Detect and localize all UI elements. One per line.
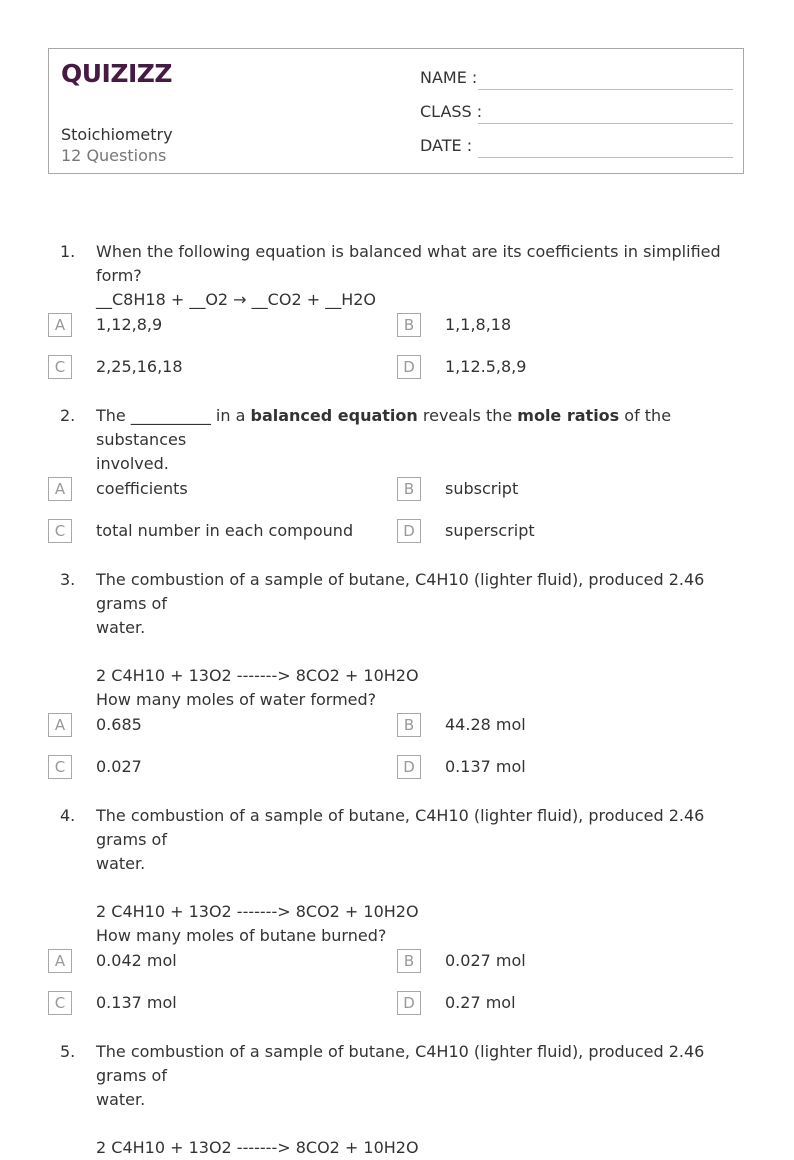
option-text[interactable]: 1,12.5,8,9 bbox=[445, 357, 527, 376]
question-number: 4. bbox=[60, 806, 76, 825]
option-letter-box[interactable]: B bbox=[397, 313, 421, 337]
option-letter-box[interactable]: B bbox=[397, 949, 421, 973]
question-equation: 2 C4H10 + 13O2 -------> 8CO2 + 10H2O bbox=[96, 1138, 419, 1157]
option-text[interactable]: 0.042 mol bbox=[96, 951, 177, 970]
option-text[interactable]: subscript bbox=[445, 479, 519, 498]
question-text bbox=[96, 404, 736, 476]
option-text[interactable]: 0.137 mol bbox=[445, 757, 526, 776]
question-fragment: reveals the bbox=[417, 406, 518, 425]
date-field[interactable] bbox=[478, 157, 733, 158]
date-label: DATE : bbox=[420, 136, 473, 155]
name-label: NAME : bbox=[420, 68, 478, 87]
option-letter-box[interactable]: C bbox=[48, 519, 72, 543]
class-field[interactable] bbox=[478, 123, 733, 124]
class-label: CLASS : bbox=[420, 102, 483, 121]
question-line: When the following equation is balanced what are its coefficients in simplified form? bbox=[96, 242, 721, 285]
option-letter-box[interactable]: D bbox=[397, 355, 421, 379]
option-letter-box[interactable]: D bbox=[397, 519, 421, 543]
spacer bbox=[96, 640, 736, 664]
question-line: How many moles of water formed? bbox=[96, 690, 377, 709]
option-letter-box[interactable]: C bbox=[48, 355, 72, 379]
option-text[interactable]: 2,25,16,18 bbox=[96, 357, 183, 376]
option-text[interactable]: total number in each compound bbox=[96, 521, 354, 540]
worksheet-header bbox=[48, 48, 744, 174]
option-text[interactable]: 0.027 mol bbox=[445, 951, 526, 970]
question-line bbox=[96, 404, 736, 452]
option-letter-box[interactable]: D bbox=[397, 755, 421, 779]
question-fragment: of the substances bbox=[96, 406, 672, 449]
question-line: How many moles of butane burned? bbox=[96, 926, 387, 945]
option-text[interactable]: 0.685 bbox=[96, 715, 142, 734]
question-bold-term: mole ratios bbox=[517, 406, 620, 425]
question-text bbox=[96, 1040, 736, 1160]
question-line: The combustion of a sample of butane, C4H10 (lighter fluid), produced 2.46 grams of bbox=[96, 806, 705, 849]
worksheet-title: Stoichiometry bbox=[61, 125, 173, 144]
question-line: water. bbox=[96, 1090, 146, 1109]
question-number: 5. bbox=[60, 1042, 76, 1061]
option-text[interactable]: 44.28 mol bbox=[445, 715, 526, 734]
question-equation: 2 C4H10 + 13O2 -------> 8CO2 + 10H2O bbox=[96, 666, 419, 685]
option-letter-box[interactable]: D bbox=[397, 991, 421, 1015]
question-number: 1. bbox=[60, 242, 76, 261]
option-text[interactable]: 1,1,8,18 bbox=[445, 315, 512, 334]
question-fragment: The __________ in a bbox=[96, 406, 251, 425]
name-field[interactable] bbox=[478, 89, 733, 90]
question-line: The combustion of a sample of butane, C4H10 (lighter fluid), produced 2.46 grams of bbox=[96, 570, 705, 613]
question-line: water. bbox=[96, 618, 146, 637]
option-text[interactable]: 0.137 mol bbox=[96, 993, 177, 1012]
option-letter-box[interactable]: A bbox=[48, 713, 72, 737]
question-line: water. bbox=[96, 854, 146, 873]
question-line: involved. bbox=[96, 454, 169, 473]
spacer bbox=[96, 876, 736, 900]
question-number: 2. bbox=[60, 406, 76, 425]
question-text bbox=[96, 240, 736, 312]
option-text[interactable]: 1,12,8,9 bbox=[96, 315, 163, 334]
option-text[interactable]: superscript bbox=[445, 521, 535, 540]
option-text[interactable]: 0.027 bbox=[96, 757, 142, 776]
option-letter-box[interactable]: A bbox=[48, 477, 72, 501]
quizizz-logo: QUIZIZZ bbox=[61, 59, 173, 88]
option-text[interactable]: 0.27 mol bbox=[445, 993, 516, 1012]
question-line: __C8H18 + __O2 → __CO2 + __H2O bbox=[96, 290, 376, 309]
question-text bbox=[96, 568, 736, 712]
question-text bbox=[96, 804, 736, 948]
option-letter-box[interactable]: A bbox=[48, 313, 72, 337]
question-equation: 2 C4H10 + 13O2 -------> 8CO2 + 10H2O bbox=[96, 902, 419, 921]
option-letter-box[interactable]: B bbox=[397, 713, 421, 737]
option-letter-box[interactable]: A bbox=[48, 949, 72, 973]
option-letter-box[interactable]: C bbox=[48, 755, 72, 779]
question-count: 12 Questions bbox=[61, 146, 167, 165]
question-bold-term: balanced equation bbox=[250, 406, 418, 425]
option-text[interactable]: coefficients bbox=[96, 479, 188, 498]
question-number: 3. bbox=[60, 570, 76, 589]
option-letter-box[interactable]: B bbox=[397, 477, 421, 501]
question-line: The combustion of a sample of butane, C4H10 (lighter fluid), produced 2.46 grams of bbox=[96, 1042, 705, 1085]
spacer bbox=[96, 1112, 736, 1136]
option-letter-box[interactable]: C bbox=[48, 991, 72, 1015]
